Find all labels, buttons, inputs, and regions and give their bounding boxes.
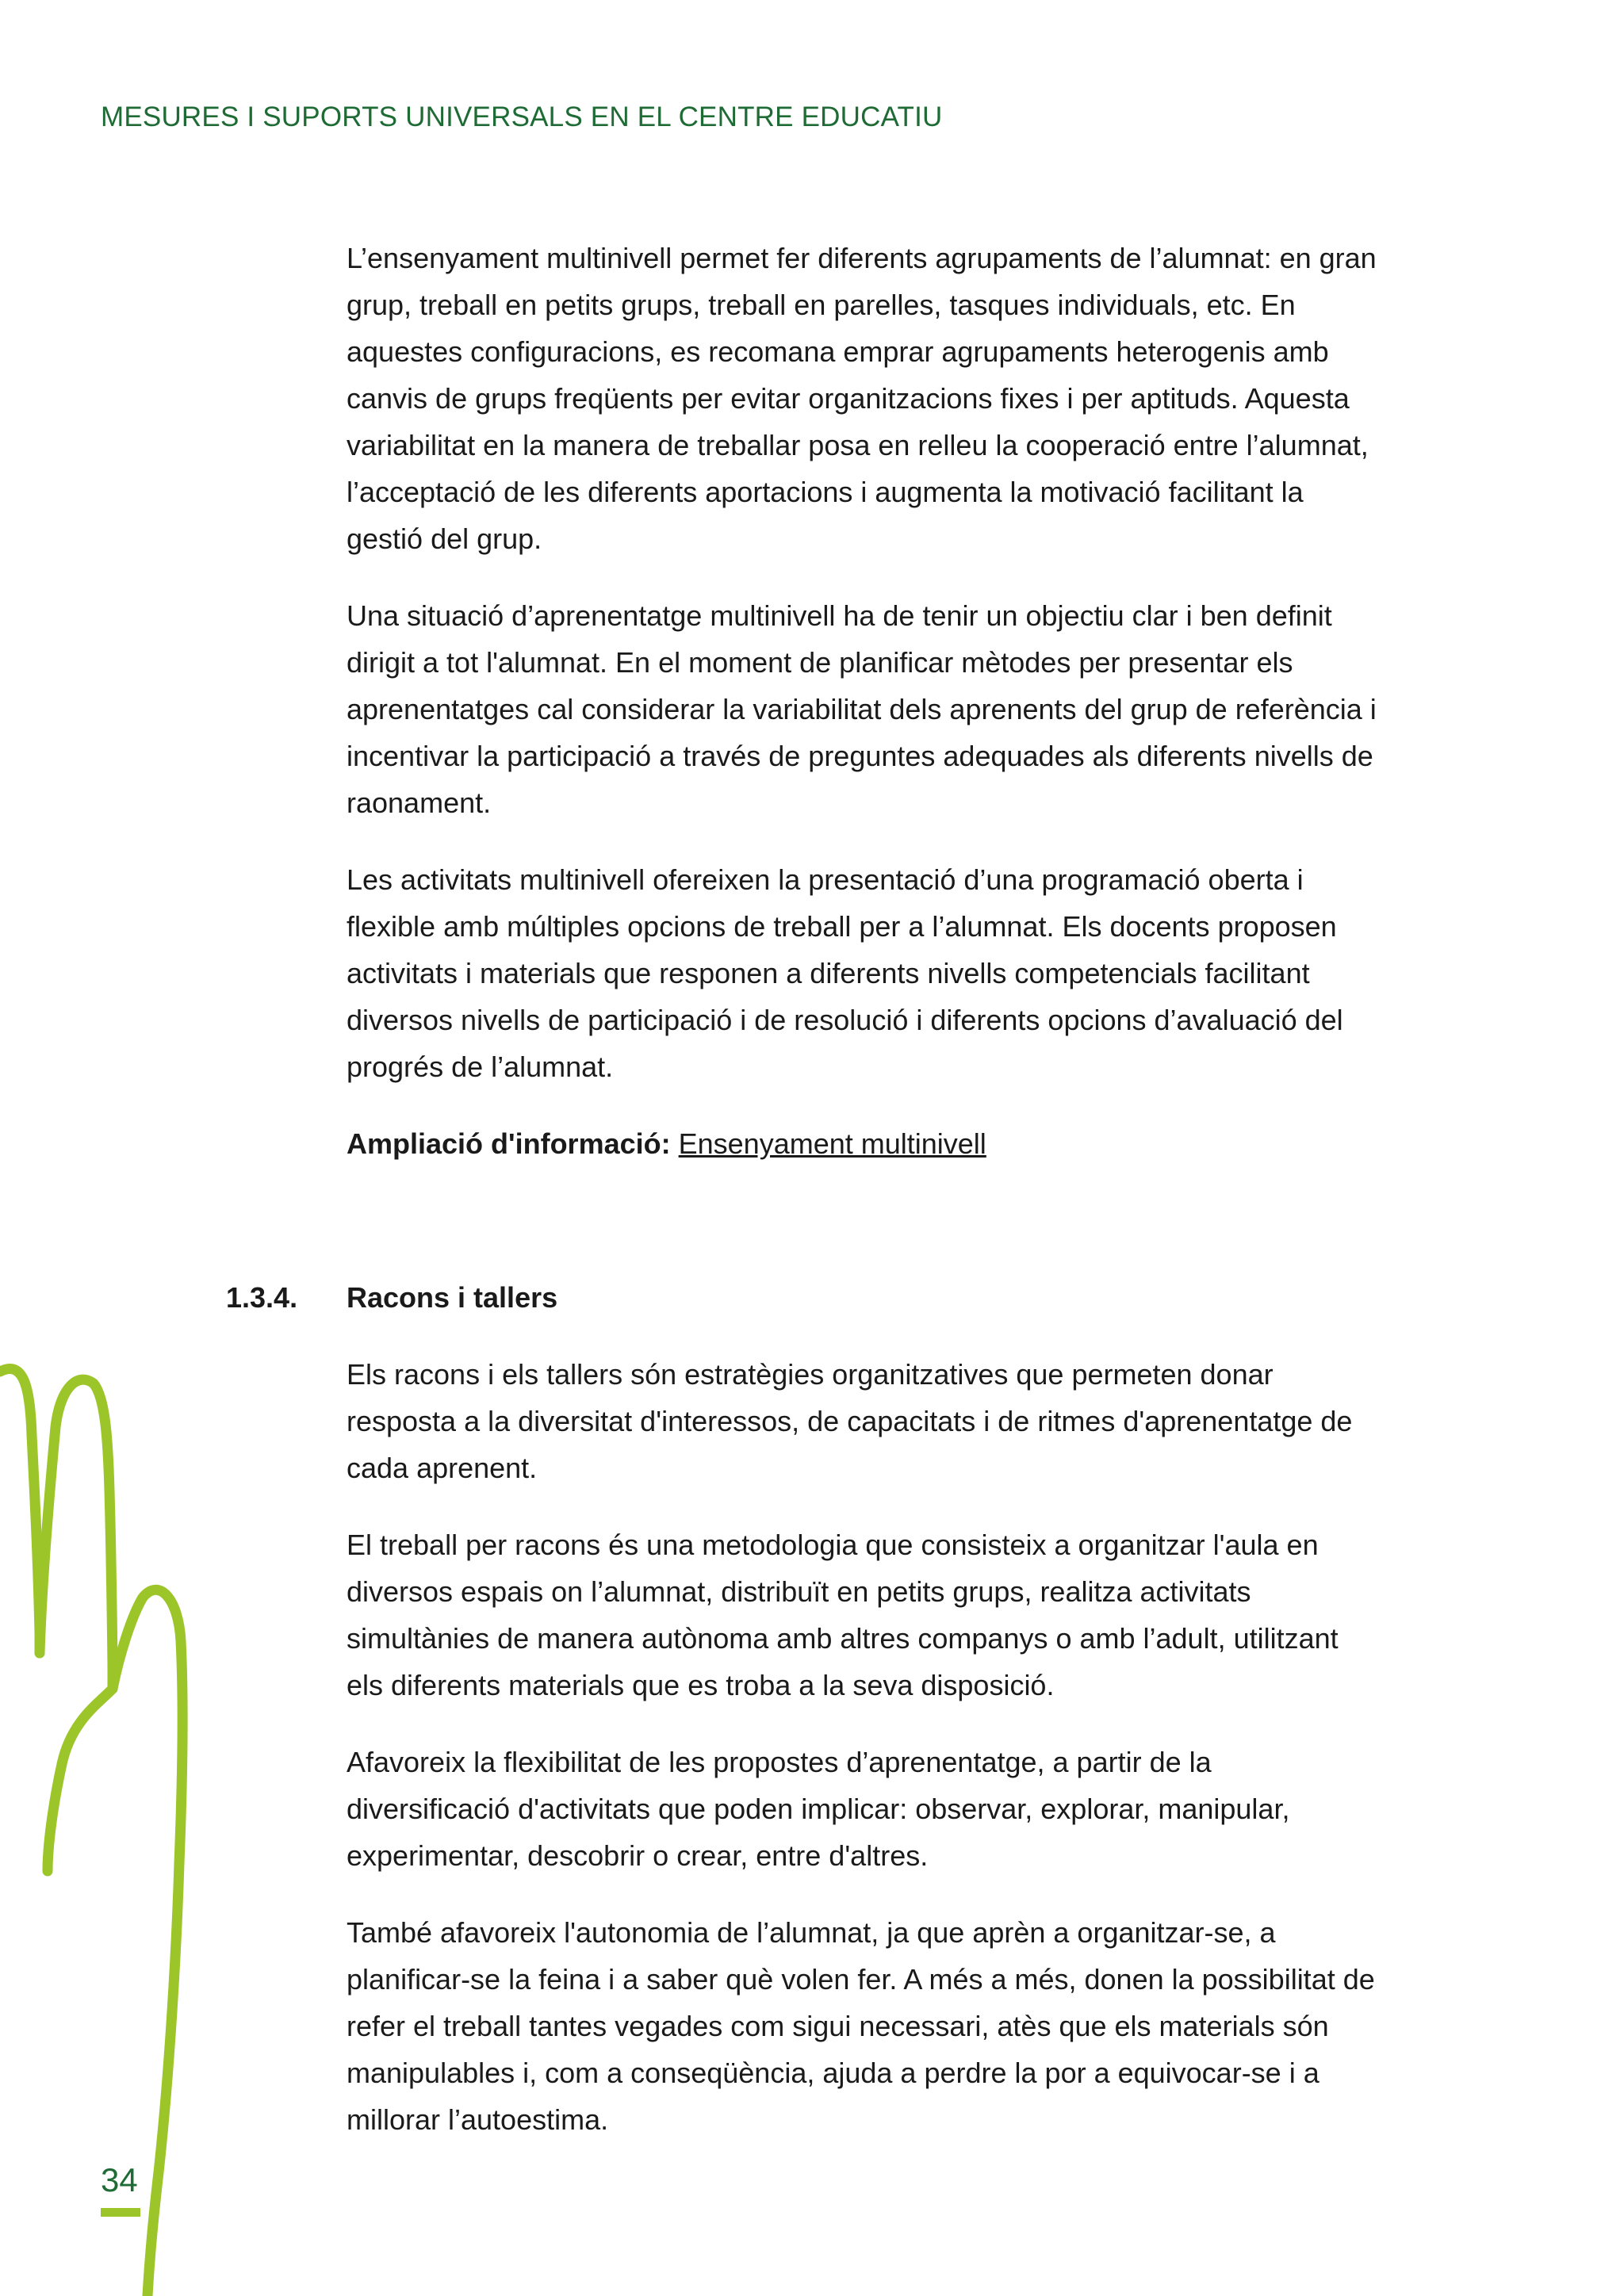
intro-text-block — [347, 235, 1377, 1167]
page-number-underline — [101, 2208, 140, 2217]
paragraph: Les activitats multinivell ofereixen la presentació d’una programació oberta i flexible amb múltiples opcions de treball per a l’alumnat. Els docents proposen activitats i materials que responen a diferents nivells competencials facilitant diversos nivells de participació i de resolució i diferents opcions d’avaluació del progrés de l’alumnat. — [347, 863, 1343, 1083]
running-header: MESURES I SUPORTS UNIVERSALS EN EL CENTRE EDUCATIU — [101, 101, 943, 132]
paragraph: Els racons i els tallers són estratègies organitzatives que permeten donar resposta a la diversitat d'interessos, de capacitats i de ritmes d'aprenentatge de cada aprenent. — [347, 1358, 1353, 1484]
paragraph: El treball per racons és una metodologia que consisteix a organitzar l'aula en diversos espais on l’alumnat, distribuït en petits grups, realitza activitats simultànies de manera autònoma amb altres companys o amb l’adult, utilitzant els diferents materials que es troba a la seva disposició. — [347, 1529, 1339, 1701]
hand-drawing-decoration — [0, 1340, 206, 2296]
page-number: 34 — [101, 2161, 138, 2198]
paragraph: També afavoreix l'autonomia de l’alumnat, ja que aprèn a organitzar-se, a planificar-se la feina i a saber què volen fer. A més a més, donen la possibilitat de refer el treball tantes vegades com sigui necessari, atès que els materials són manipulables i, com a conseqüència, ajuda a perdre la por a equivocar-se i a millorar l’autoestima. — [347, 1916, 1375, 2136]
more-info-label: Ampliació d'informació: — [347, 1127, 671, 1160]
paragraph: Afavoreix la flexibilitat de les propostes d’aprenentatge, a partir de la diversificació d'activitats que poden implicar: observar, explorar, manipular, experimentar, descobrir o crear, entre d'altres. — [347, 1746, 1290, 1872]
paragraph: L’ensenyament multinivell permet fer diferents agrupaments de l’alumnat: en gran grup, treball en petits grups, treball en parelles, tasques individuals, etc. En aquestes configuracions, es recomana emprar agrupaments heterogenis amb canvis de grups freqüents per evitar organitzacions fixes i per aptituds. Aquesta variabilitat en la manera de treballar posa en relleu la cooperació entre l’alumnat, l’acceptació de les diferents aportacions i augmenta la motivació facilitant la gestió del grup. — [347, 242, 1377, 555]
section-title: Racons i tallers — [347, 1281, 558, 1314]
paragraph: Una situació d’aprenentatge multinivell ha de tenir un objectiu clar i ben definit dirigit a tot l'alumnat. En el moment de planificar mètodes per presentar els aprenentatges cal considerar la variabilitat dels aprenents del grup de referència i incentivar la participació a través de preguntes adequades als diferents nivells de raonament. — [347, 599, 1377, 819]
more-info-line — [347, 1120, 1377, 1167]
more-info-link[interactable]: Ensenyament multinivell — [678, 1127, 986, 1160]
section-text-block — [347, 1351, 1377, 2173]
section-number: 1.3.4. — [226, 1281, 298, 1314]
